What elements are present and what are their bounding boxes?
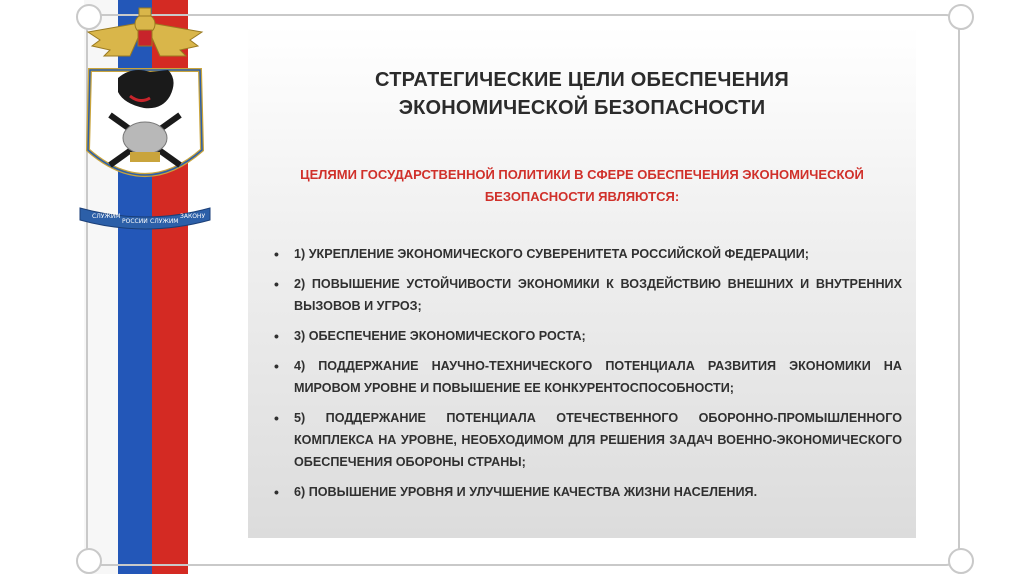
ribbon-text-2: РОССИИ [122, 218, 148, 225]
bullet-icon: • [274, 410, 279, 426]
slide-title-line2: ЭКОНОМИЧЕСКОЙ БЕЗОПАСНОСТИ [398, 97, 766, 119]
emblem-icon [70, 0, 220, 232]
frame-corner-bottom-left [76, 548, 102, 574]
goals-list [270, 243, 902, 511]
slide-subtitle-line2: БЕЗОПАСНОСТИ ЯВЛЯЮТСЯ: [484, 189, 680, 204]
slide-title-line1: СТРАТЕГИЧЕСКИЕ ЦЕЛИ ОБЕСПЕЧЕНИЯ [375, 69, 789, 91]
frame-corner-top-right [948, 4, 974, 30]
bullet-icon: • [274, 328, 279, 344]
bullet-icon: • [274, 484, 279, 500]
bullet-icon: • [274, 358, 279, 374]
goal-text: 5) ПОДДЕРЖАНИЕ ПОТЕНЦИАЛА ОТЕЧЕСТВЕННОГО ОБОРОННО-ПРОМЫШЛЕННОГО КОМПЛЕКСА НА УРОВНЕ, НЕОБХОДИМОМ ДЛЯ РЕШЕНИЯ ЗАДАЧ ВОЕННО-ЭКОНОМИЧЕСКОГО ОБЕСПЕЧЕНИЯ ОБОРОНЫ СТРАНЫ; [294, 411, 902, 469]
goal-item-4 [270, 355, 902, 399]
ribbon-text-1: СЛУЖИМ [92, 213, 121, 220]
goal-item-3 [270, 325, 902, 347]
slide-title [248, 66, 916, 122]
slide-subtitle-line1: ЦЕЛЯМИ ГОСУДАРСТВЕННОЙ ПОЛИТИКИ В СФЕРЕ ОБЕСПЕЧЕНИЯ ЭКОНОМИЧЕСКОЙ [300, 167, 864, 182]
bullet-icon: • [274, 276, 279, 292]
goal-item-1 [270, 243, 902, 265]
goal-text: 6) ПОВЫШЕНИЕ УРОВНЯ И УЛУЧШЕНИЕ КАЧЕСТВА ЖИЗНИ НАСЕЛЕНИЯ. [294, 485, 758, 499]
ribbon-text-4: ЗАКОНУ [180, 213, 206, 220]
goal-text: 3) ОБЕСПЕЧЕНИЕ ЭКОНОМИЧЕСКОГО РОСТА; [294, 329, 586, 343]
slide-subtitle [278, 164, 886, 208]
goal-item-2 [270, 273, 902, 317]
ribbon-text-3: СЛУЖИМ [150, 218, 179, 225]
bullet-icon: • [274, 246, 279, 262]
goal-text: 4) ПОДДЕРЖАНИЕ НАУЧНО-ТЕХНИЧЕСКОГО ПОТЕНЦИАЛА РАЗВИТИЯ ЭКОНОМИКИ НА МИРОВОМ УРОВНЕ И ПОВЫШЕНИЕ ЕЕ КОНКУРЕНТОСПОСОБНОСТИ; [294, 359, 902, 395]
goal-text: 2) ПОВЫШЕНИЕ УСТОЙЧИВОСТИ ЭКОНОМИКИ К ВОЗДЕЙСТВИЮ ВНЕШНИХ И ВНУТРЕННИХ ВЫЗОВОВ И УГРОЗ; [294, 277, 902, 313]
goal-item-6 [270, 481, 902, 503]
goal-text: 1) УКРЕПЛЕНИЕ ЭКОНОМИЧЕСКОГО СУВЕРЕНИТЕТА РОССИЙСКОЙ ФЕДЕРАЦИИ; [294, 247, 809, 261]
content-panel [248, 26, 916, 538]
eagle-icon [88, 8, 202, 56]
goal-item-5 [270, 407, 902, 473]
frame-corner-bottom-right [948, 548, 974, 574]
